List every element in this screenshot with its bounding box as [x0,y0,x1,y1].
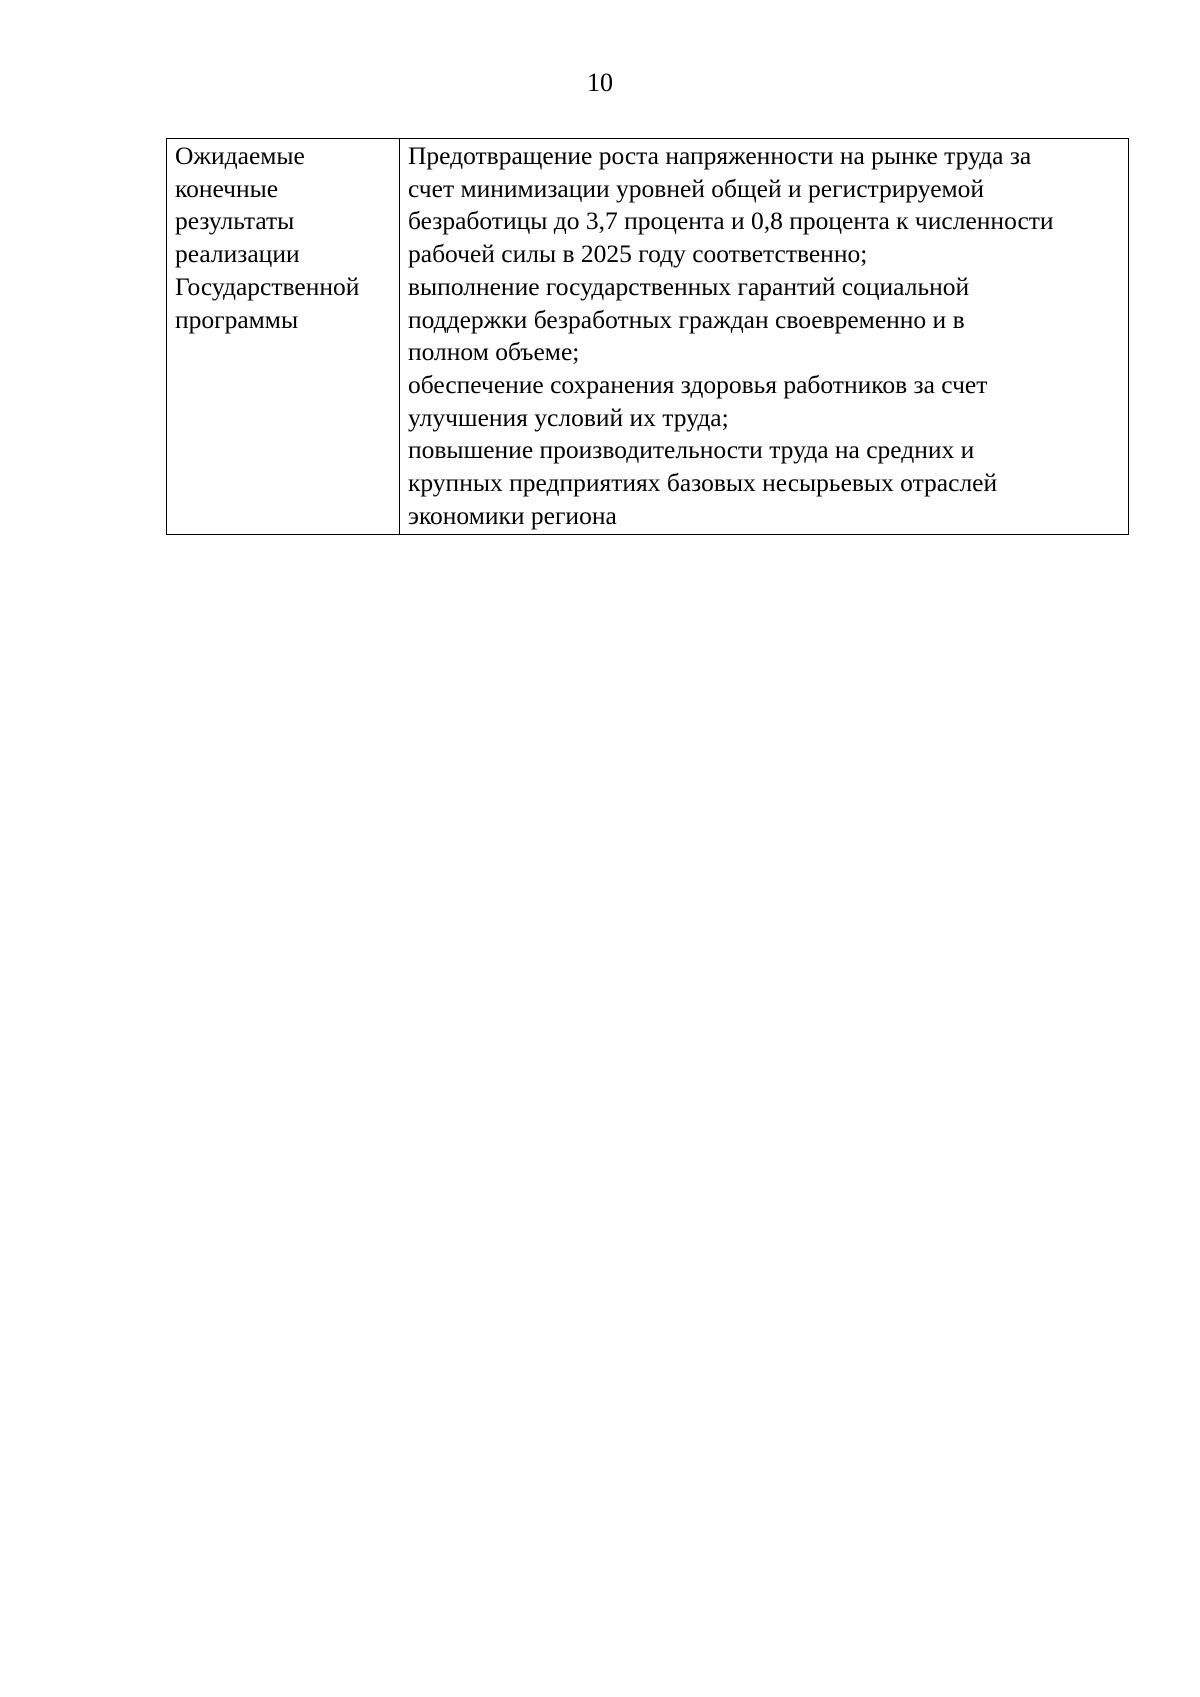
row-label-line: реализации [175,239,300,269]
row-value-line: поддержки безработных граждан своевременно и в [408,304,965,334]
row-value-line: безработицы до 3,7 процента и 0,8 процента к численности [408,206,1054,236]
row-value-line: обеспечение сохранения здоровья работников за счет [408,369,988,399]
row-value-cell [400,139,1129,535]
page-number: 10 [587,68,613,97]
row-value-line: Предотвращение роста напряженности на рынке труда за [408,141,1032,170]
row-label-line: результаты [175,206,295,236]
row-value-line: повышение производительности труда на средних и [408,435,975,465]
row-label-line: конечные [175,173,279,203]
row-value-line: счет минимизации уровней общей и регистрируемой [408,173,985,203]
row-value-line: крупных предприятиях базовых несырьевых отраслей [408,468,998,498]
row-label-line: программы [175,304,299,334]
row-value-line: полном объеме; [408,337,580,367]
row-value-line: экономики региона [408,500,617,530]
row-value-line: выполнение государственных гарантий социальной [408,271,970,301]
program-passport-table [166,138,1129,535]
table-row [167,139,1129,535]
row-label-line: Ожидаемые [175,141,305,170]
row-label-line: Государственной [175,271,360,301]
row-value-line: улучшения условий их труда; [408,402,729,432]
row-label-cell [167,139,400,535]
row-value-line: рабочей силы в 2025 году соответственно; [408,239,868,269]
